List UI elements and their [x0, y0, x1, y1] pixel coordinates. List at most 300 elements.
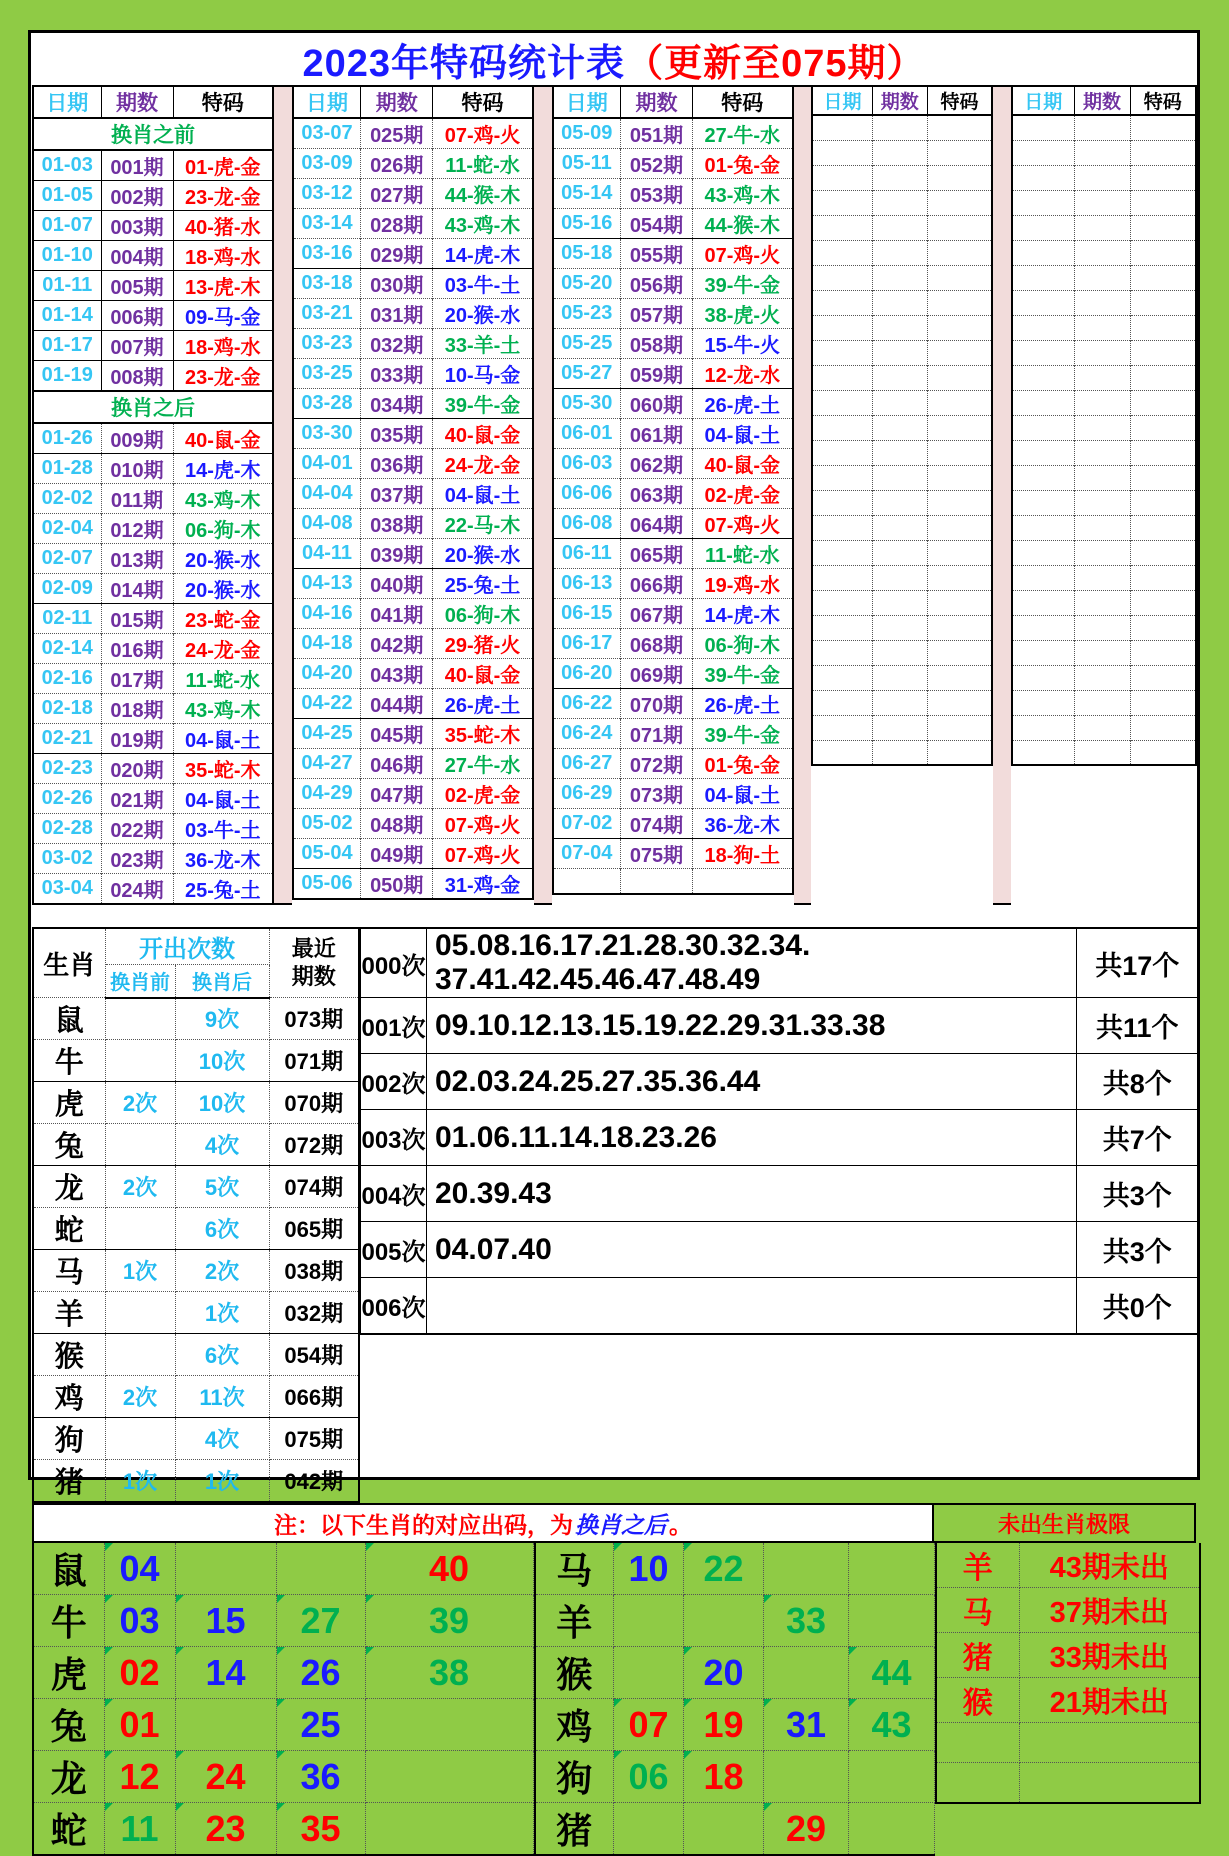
table-row — [33, 271, 273, 301]
table-row — [33, 694, 273, 724]
period-cell: 038期 — [361, 509, 433, 539]
number-cell: 43 — [849, 1699, 935, 1751]
count-after-cell: 10次 — [175, 1040, 269, 1082]
period-cell — [1074, 590, 1130, 615]
special-code-cell: 43-鸡-木 — [433, 209, 533, 239]
period-cell: 067期 — [621, 599, 693, 629]
extreme-zodiac-cell — [936, 1763, 1019, 1803]
period-cell: 020期 — [101, 754, 173, 784]
count-after-cell: 6次 — [175, 1334, 269, 1376]
special-code-cell — [927, 290, 992, 315]
extreme-text-cell — [1019, 1723, 1200, 1763]
period-cell: 011期 — [101, 484, 173, 514]
date-cell — [812, 465, 872, 490]
period-cell: 041期 — [361, 599, 433, 629]
table-row — [33, 454, 273, 484]
special-code-cell — [927, 315, 992, 340]
special-code-cell: 26-虎-土 — [693, 389, 793, 419]
period-cell: 010期 — [101, 454, 173, 484]
date-cell — [1012, 465, 1074, 490]
column-header-row — [553, 86, 793, 118]
zodiac-number-row — [535, 1647, 935, 1699]
table-row — [293, 599, 533, 629]
date-cell — [1012, 240, 1074, 265]
date-cell: 02-11 — [33, 604, 101, 634]
period-cell — [1074, 390, 1130, 415]
special-code-cell — [1130, 140, 1196, 165]
special-code-cell: 22-马-木 — [433, 509, 533, 539]
date-cell: 01-11 — [33, 271, 101, 301]
extreme-zodiac-cell: 猪 — [936, 1633, 1019, 1678]
frequency-row — [361, 1110, 1199, 1166]
date-cell: 03-14 — [293, 209, 361, 239]
count-before-cell: 1次 — [105, 1460, 175, 1503]
period-cell — [872, 665, 927, 690]
table-row — [812, 615, 992, 640]
table-row — [1012, 515, 1196, 540]
special-code-cell — [927, 690, 992, 715]
special-code-cell — [1130, 415, 1196, 440]
date-cell — [1012, 165, 1074, 190]
count-after-cell: 11次 — [175, 1376, 269, 1418]
table-row — [812, 390, 992, 415]
table-row — [1012, 315, 1196, 340]
frequency-count-cell: 共0个 — [1077, 1278, 1199, 1334]
table-row — [293, 869, 533, 900]
number-cell: 06 — [614, 1751, 684, 1803]
table-row — [812, 440, 992, 465]
date-cell: 04-04 — [293, 479, 361, 509]
period-cell: 056期 — [621, 269, 693, 299]
special-code-cell: 39-牛-金 — [433, 389, 533, 419]
table-row — [293, 479, 533, 509]
frequency-label-cell: 003次 — [361, 1110, 427, 1166]
special-code-cell — [927, 540, 992, 565]
table-row — [33, 844, 273, 874]
table-row — [33, 724, 273, 754]
date-cell: 06-20 — [553, 659, 621, 689]
period-cell — [872, 340, 927, 365]
period-cell: 045期 — [361, 719, 433, 749]
period-cell — [1074, 265, 1130, 290]
date-cell — [812, 340, 872, 365]
date-cell — [812, 365, 872, 390]
number-cell: 15 — [175, 1595, 276, 1647]
period-cell: 027期 — [361, 179, 433, 209]
zodiac-name-cell: 鸡 — [535, 1699, 614, 1751]
special-code-cell: 06-狗-木 — [173, 514, 273, 544]
period-cell: 032期 — [361, 329, 433, 359]
number-cell: 10 — [614, 1543, 684, 1595]
period-cell: 040期 — [361, 569, 433, 599]
date-cell: 03-28 — [293, 389, 361, 419]
period-cell: 015期 — [101, 604, 173, 634]
frequency-numbers-cell — [427, 1110, 1077, 1166]
special-code-cell: 02-虎-金 — [693, 479, 793, 509]
date-cell: 01-19 — [33, 361, 101, 392]
frequency-row — [361, 1166, 1199, 1222]
date-cell: 03-21 — [293, 299, 361, 329]
special-code-cell — [1130, 690, 1196, 715]
zodiac-name-cell: 羊 — [535, 1595, 614, 1647]
table-row — [33, 874, 273, 905]
number-cell: 27 — [276, 1595, 365, 1647]
table-row — [553, 209, 793, 239]
date-cell — [812, 515, 872, 540]
table-row — [553, 749, 793, 779]
period-cell — [1074, 315, 1130, 340]
table-row — [33, 331, 273, 361]
table-row — [33, 391, 273, 423]
date-cell — [1012, 690, 1074, 715]
special-code-cell: 44-猴-木 — [433, 179, 533, 209]
period-cell: 061期 — [621, 419, 693, 449]
special-code-cell — [927, 115, 992, 140]
special-code-cell: 27-牛-水 — [693, 118, 793, 149]
extreme-row — [936, 1543, 1200, 1588]
period-cell — [1074, 465, 1130, 490]
special-code-cell: 43-鸡-木 — [173, 694, 273, 724]
table-row — [553, 419, 793, 449]
zodiac-name-cell: 蛇 — [33, 1208, 105, 1250]
date-cell — [812, 590, 872, 615]
date-cell — [1012, 140, 1074, 165]
special-code-cell: 14-虎-木 — [433, 239, 533, 269]
date-cell: 04-29 — [293, 779, 361, 809]
period-cell: 044期 — [361, 689, 433, 719]
note — [32, 1503, 932, 1543]
date-cell: 04-16 — [293, 599, 361, 629]
table-row — [553, 629, 793, 659]
date-cell — [1012, 640, 1074, 665]
date-cell: 02-04 — [33, 514, 101, 544]
table-row — [1012, 615, 1196, 640]
date-cell: 06-08 — [553, 509, 621, 539]
zodiac-stats-row — [33, 1166, 359, 1208]
special-code-cell: 10-马-金 — [433, 359, 533, 389]
date-cell — [812, 615, 872, 640]
numbers-line: 05.08.16.17.21.28.30.32.34. — [435, 929, 811, 962]
date-cell — [553, 869, 621, 894]
special-code-cell — [1130, 115, 1196, 140]
number-cell — [849, 1803, 935, 1856]
zodiac-stats-row — [33, 1040, 359, 1082]
period-cell: 069期 — [621, 659, 693, 689]
special-code-cell — [1130, 440, 1196, 465]
date-cell: 04-13 — [293, 569, 361, 599]
recent-period-cell: 042期 — [269, 1460, 359, 1503]
table-row — [553, 479, 793, 509]
period-cell: 057期 — [621, 299, 693, 329]
period-cell — [872, 415, 927, 440]
special-code-cell: 04-鼠-土 — [693, 779, 793, 809]
special-code-cell: 18-狗-土 — [693, 839, 793, 869]
date-cell — [812, 265, 872, 290]
special-code-cell: 04-鼠-土 — [173, 724, 273, 754]
stats-header-row-1 — [33, 928, 359, 965]
special-code-cell: 38-虎-火 — [693, 299, 793, 329]
number-cell: 33 — [764, 1595, 849, 1647]
number-cell: 29 — [764, 1803, 849, 1856]
zodiac-number-row — [535, 1699, 935, 1751]
table-row — [1012, 465, 1196, 490]
note-emphasis: 换肖之后 — [575, 1511, 667, 1538]
date-cell — [1012, 490, 1074, 515]
special-code-cell — [927, 740, 992, 765]
zodiac-name-cell: 鼠 — [33, 998, 105, 1040]
number-cell — [849, 1595, 935, 1647]
period-cell: 018期 — [101, 694, 173, 724]
zodiac-name-cell: 兔 — [33, 1699, 104, 1751]
table-row — [293, 359, 533, 389]
period-cell: 039期 — [361, 539, 433, 569]
table-row — [33, 784, 273, 814]
table-row — [293, 839, 533, 869]
date-cell: 03-25 — [293, 359, 361, 389]
special-code-cell: 02-虎-金 — [433, 779, 533, 809]
date-cell: 06-01 — [553, 419, 621, 449]
date-cell — [1012, 515, 1074, 540]
special-code-cell: 24-龙-金 — [433, 449, 533, 479]
special-code-cell — [1130, 665, 1196, 690]
number-cell: 23 — [175, 1803, 276, 1856]
period-cell: 029期 — [361, 239, 433, 269]
special-code-cell: 20-猴-水 — [433, 539, 533, 569]
zodiac-stats-row — [33, 1418, 359, 1460]
special-code-cell: 23-龙-金 — [173, 361, 273, 392]
special-code-cell — [927, 365, 992, 390]
code-column-header: 特码 — [433, 86, 533, 118]
special-code-cell: 07-鸡-火 — [433, 809, 533, 839]
table-row — [812, 490, 992, 515]
number-cell: 39 — [365, 1595, 533, 1647]
table-row — [33, 664, 273, 694]
period-cell: 043期 — [361, 659, 433, 689]
period-cell — [872, 365, 927, 390]
count-before-cell: 1次 — [105, 1250, 175, 1292]
recent-period-cell: 073期 — [269, 998, 359, 1040]
special-code-cell: 13-虎-木 — [173, 271, 273, 301]
table-row — [553, 569, 793, 599]
special-code-cell: 01-虎-金 — [173, 150, 273, 181]
table-row — [812, 190, 992, 215]
special-code-cell — [927, 515, 992, 540]
period-cell: 005期 — [101, 271, 173, 301]
number-cell — [764, 1647, 849, 1699]
period-cell — [1074, 190, 1130, 215]
period-cell: 008期 — [101, 361, 173, 392]
special-code-cell — [1130, 590, 1196, 615]
date-cell: 05-20 — [553, 269, 621, 299]
date-cell: 06-17 — [553, 629, 621, 659]
date-cell: 01-26 — [33, 423, 101, 454]
period-cell — [621, 869, 693, 894]
table-row — [293, 329, 533, 359]
period-table-2 — [292, 85, 534, 900]
zodiac-name-cell: 狗 — [535, 1751, 614, 1803]
table-row — [812, 640, 992, 665]
table-row — [1012, 565, 1196, 590]
number-cell — [175, 1543, 276, 1595]
period-tables-section — [32, 85, 1197, 905]
special-code-cell: 11-蛇-水 — [433, 149, 533, 179]
date-column-header: 日期 — [812, 86, 872, 115]
period-column-header: 期数 — [361, 86, 433, 118]
date-cell — [812, 140, 872, 165]
zodiac-stats-row — [33, 1250, 359, 1292]
period-cell — [872, 190, 927, 215]
table-row — [553, 118, 793, 149]
table-row — [553, 599, 793, 629]
date-cell — [1012, 540, 1074, 565]
number-cell: 24 — [175, 1751, 276, 1803]
period-cell — [872, 390, 927, 415]
date-cell: 01-14 — [33, 301, 101, 331]
date-cell: 01-28 — [33, 454, 101, 484]
date-cell — [1012, 565, 1074, 590]
special-code-cell: 39-牛-金 — [693, 659, 793, 689]
table-row — [1012, 415, 1196, 440]
number-cell — [175, 1699, 276, 1751]
table-row — [812, 340, 992, 365]
table-row — [812, 315, 992, 340]
date-cell: 05-25 — [553, 329, 621, 359]
date-cell — [1012, 715, 1074, 740]
recent-period-cell: 075期 — [269, 1418, 359, 1460]
table-row — [553, 689, 793, 719]
special-code-cell: 04-鼠-土 — [173, 784, 273, 814]
count-after-cell: 1次 — [175, 1292, 269, 1334]
zodiac-stats-table — [32, 927, 360, 1503]
period-cell: 017期 — [101, 664, 173, 694]
date-cell — [1012, 340, 1074, 365]
date-cell: 04-08 — [293, 509, 361, 539]
special-code-cell — [1130, 165, 1196, 190]
special-code-cell — [927, 465, 992, 490]
special-code-cell: 07-鸡-火 — [433, 118, 533, 149]
extreme-limit-table — [935, 1543, 1201, 1804]
frequency-numbers-cell — [427, 928, 1077, 998]
table-row — [1012, 540, 1196, 565]
period-cell: 006期 — [101, 301, 173, 331]
date-cell: 02-18 — [33, 694, 101, 724]
zodiac-name-cell: 龙 — [33, 1166, 105, 1208]
zodiac-name-cell: 兔 — [33, 1124, 105, 1166]
date-cell — [812, 415, 872, 440]
period-cell — [1074, 640, 1130, 665]
date-cell: 06-24 — [553, 719, 621, 749]
table-row — [812, 740, 992, 765]
period-cell — [872, 290, 927, 315]
special-code-cell — [693, 869, 793, 894]
date-cell: 05-09 — [561, 122, 613, 144]
zodiac-number-row — [535, 1595, 935, 1647]
date-cell — [812, 690, 872, 715]
count-before-cell: 2次 — [105, 1166, 175, 1208]
table-row — [812, 240, 992, 265]
numbers-line: 20.39.43 — [435, 1176, 552, 1210]
date-column-header: 日期 — [1012, 86, 1074, 115]
date-cell: 02-09 — [33, 574, 101, 604]
zodiac-number-row — [33, 1751, 533, 1803]
before-change-header: 换肖前 — [105, 965, 175, 998]
period-cell — [872, 140, 927, 165]
count-before-cell — [105, 1334, 175, 1376]
date-cell — [1012, 365, 1074, 390]
frequency-count-cell: 共17个 — [1077, 928, 1199, 998]
table-row — [33, 814, 273, 844]
period-cell: 074期 — [621, 809, 693, 839]
period-cell: 053期 — [621, 179, 693, 209]
date-cell: 01-05 — [33, 181, 101, 211]
zodiac-name-cell: 蛇 — [33, 1803, 104, 1856]
zodiac-statistics-section — [32, 927, 1197, 1503]
table-row — [553, 809, 793, 839]
table-row — [293, 149, 533, 179]
date-cell: 04-25 — [293, 719, 361, 749]
table-row — [293, 719, 533, 749]
date-cell — [1012, 665, 1074, 690]
table-row — [293, 689, 533, 719]
count-after-cell: 4次 — [175, 1124, 269, 1166]
number-cell: 03 — [104, 1595, 175, 1647]
recent-period-cell: 070期 — [269, 1082, 359, 1124]
table-row — [33, 150, 273, 181]
number-cell: 31 — [764, 1699, 849, 1751]
table-row — [812, 265, 992, 290]
number-cell — [365, 1699, 533, 1751]
date-cell: 07-02 — [553, 809, 621, 839]
date-cell: 05-06 — [293, 869, 361, 900]
table-row — [293, 269, 533, 299]
table-row — [293, 449, 533, 479]
note-prefix: 注：以下生肖的对应出码，为 — [274, 1511, 573, 1538]
table-row — [553, 719, 793, 749]
period-table-5-empty — [1011, 85, 1197, 766]
table-row — [812, 215, 992, 240]
extreme-zodiac-cell: 猴 — [936, 1678, 1019, 1723]
special-code-cell — [927, 640, 992, 665]
period-cell: 055期 — [621, 239, 693, 269]
table-row — [812, 115, 992, 140]
period-cell: 035期 — [361, 419, 433, 449]
recent-period-header: 最近期数 — [269, 928, 359, 998]
special-code-cell: 35-蛇-木 — [173, 754, 273, 784]
table-row — [293, 118, 533, 149]
period-cell: 075期 — [621, 839, 693, 869]
table-row — [553, 779, 793, 809]
table-row — [553, 389, 793, 419]
special-code-cell: 04-鼠-土 — [693, 419, 793, 449]
extreme-zodiac-cell: 羊 — [936, 1543, 1019, 1588]
phase-group-header: 换肖之前 — [33, 118, 273, 150]
special-code-cell — [1130, 740, 1196, 765]
number-cell — [365, 1751, 533, 1803]
date-cell: 05-11 — [553, 149, 621, 179]
date-cell — [812, 565, 872, 590]
table-row — [293, 779, 533, 809]
special-code-cell — [1130, 365, 1196, 390]
special-code-cell — [1130, 215, 1196, 240]
period-cell: 073期 — [621, 779, 693, 809]
table-row — [293, 629, 533, 659]
special-code-cell — [1130, 265, 1196, 290]
special-code-cell: 12-龙-水 — [693, 359, 793, 389]
table-row — [33, 241, 273, 271]
zodiac-number-row — [535, 1751, 935, 1803]
times-drawn-header: 开出次数 — [105, 928, 269, 965]
period-cell — [1074, 515, 1130, 540]
